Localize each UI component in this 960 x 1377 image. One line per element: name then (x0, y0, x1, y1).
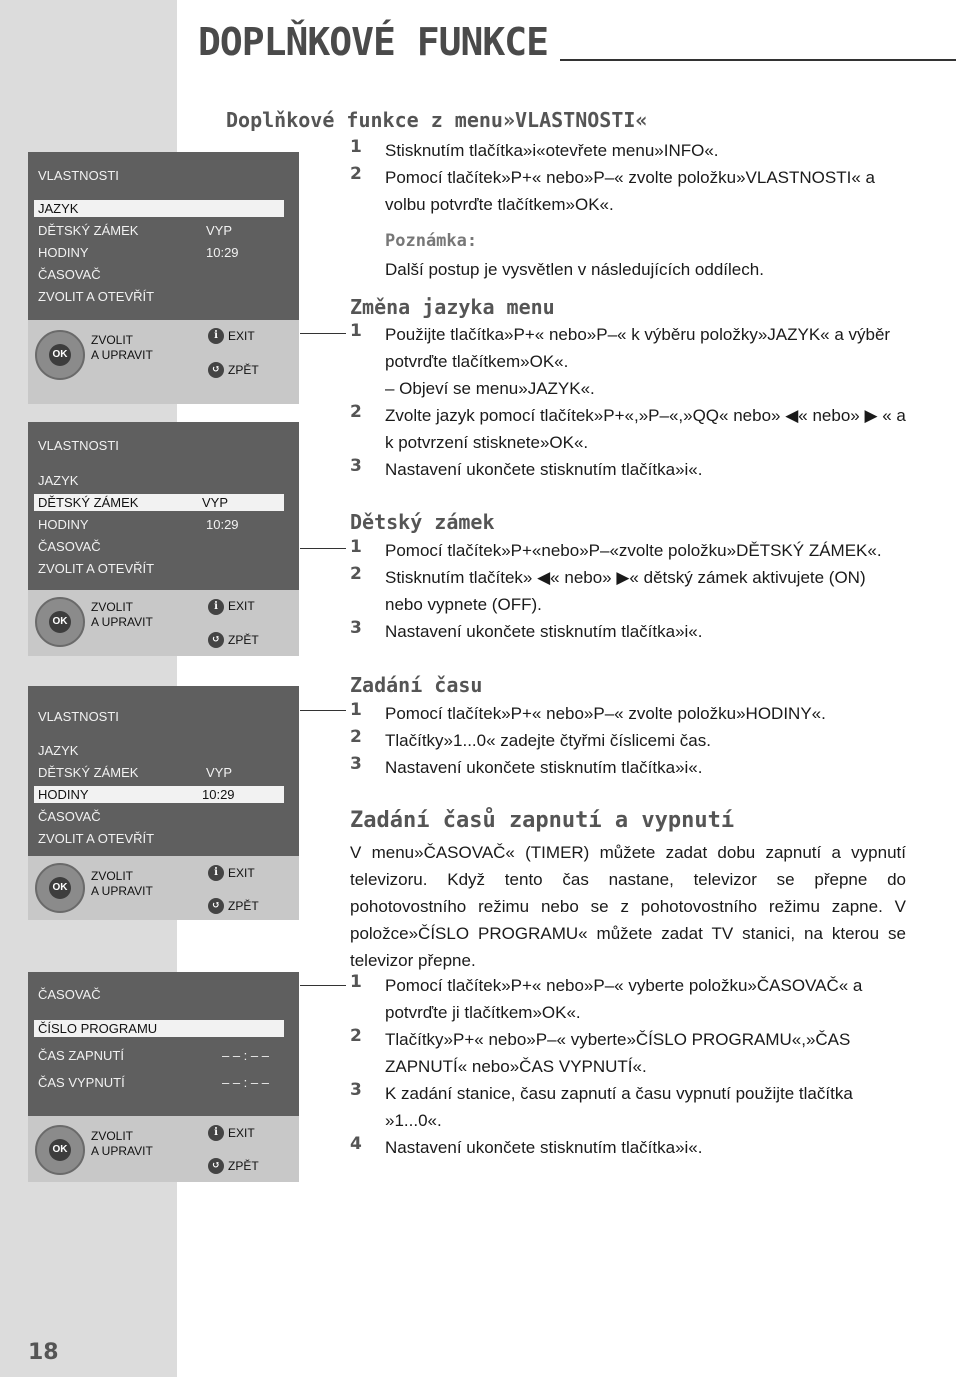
osd-menu-vlastnosti-2 (28, 422, 299, 656)
row-label: JAZYK (38, 743, 79, 758)
step: 1 Pomocí tlačítek»P+«nebo»P–«zvolte položku»DĚTSKÝ ZÁMEK«. (350, 537, 882, 560)
row-value: – – : – – (222, 1075, 269, 1090)
ok-icon: OK (49, 344, 71, 366)
navigation-pad-icon (35, 597, 85, 647)
navigation-pad-icon (35, 1125, 85, 1175)
select-hint: ZVOLIT A UPRAVIT (91, 600, 153, 629)
row-label: DĚTSKÝ ZÁMEK (38, 495, 139, 510)
row-label: ČASOVAČ (38, 267, 101, 282)
back-label: ZPĚT (228, 633, 259, 647)
menu-title: VLASTNOSTI (38, 709, 119, 724)
row-label: ZVOLIT A OTEVŘÍT (38, 561, 155, 576)
back-label: ZPĚT (228, 899, 259, 913)
menu-row-child-lock[interactable] (38, 764, 284, 781)
menu-row-clock[interactable] (34, 786, 284, 803)
step: 1 Pomocí tlačítek»P+« nebo»P–« zvolte položku»HODINY«. (350, 700, 826, 723)
back-icon: ↺ (208, 1158, 224, 1174)
ok-icon: OK (49, 1139, 71, 1161)
page-title: DOPLŇKOVÉ FUNKCE (198, 20, 549, 64)
page-number: 18 (28, 1340, 59, 1365)
remote-hints (28, 1116, 299, 1182)
exit-label: EXIT (228, 329, 255, 343)
step: 2 Pomocí tlačítek»P+« nebo»P–« zvolte položku»VLASTNOSTI« a volbu potvrďte tlačítkem»OK«. (350, 164, 875, 214)
info-icon: i (208, 328, 224, 344)
step: 4 Nastavení ukončete stisknutím tlačítka»i«. (350, 1134, 703, 1157)
section-heading-timer: Zadání časů zapnutí a vypnutí (350, 808, 735, 833)
menu-row-timer[interactable] (38, 538, 284, 555)
connector-line (300, 333, 346, 334)
connector-line (300, 985, 346, 986)
info-icon: i (208, 599, 224, 615)
navigation-pad-icon (35, 863, 85, 913)
step: 3 Nastavení ukončete stisknutím tlačítka»i«. (350, 754, 703, 777)
step: 1 Pomocí tlačítek»P+« nebo»P–« vyberte položku»ČASOVAČ« a potvrďte ji tlačítkem»OK«. (350, 972, 863, 1022)
menu-row-hint (38, 560, 284, 577)
menu-row-language[interactable] (38, 472, 284, 489)
remote-hints (28, 590, 299, 656)
remote-hints (28, 320, 299, 404)
osd-menu-casovac (28, 972, 299, 1182)
row-label: JAZYK (38, 201, 79, 216)
row-label: ČASOVAČ (38, 809, 101, 824)
menu-title: VLASTNOSTI (38, 438, 119, 453)
section-heading-properties: Doplňkové funkce z menu»VLASTNOSTI« (226, 108, 648, 132)
ok-icon: OK (49, 877, 71, 899)
menu-row-timer[interactable] (38, 808, 284, 825)
note-text: Další postup je vysvětlen v následujících oddílech. (385, 260, 764, 279)
row-label: ČAS ZAPNUTÍ (38, 1048, 124, 1063)
navigation-pad-icon (35, 330, 85, 380)
row-label: ZVOLIT A OTEVŘÍT (38, 831, 155, 846)
row-label: JAZYK (38, 473, 79, 488)
row-value: – – : – – (222, 1048, 269, 1063)
row-label: DĚTSKÝ ZÁMEK (38, 765, 139, 780)
timer-intro: V menu»ČASOVAČ« (TIMER) můžete zadat dobu zapnutí a vypnutí televizoru. Když tento čas nastane, televizor se přepne do pohotovostního režimu nebo se z pohotovostního režimu zapne. V položce»ČÍSLO PROGRAMU« můžete zadat TV stanici, na kterou se televizor přepne. (350, 843, 906, 970)
row-value: VYP (206, 223, 233, 238)
menu-row-language[interactable] (38, 742, 284, 759)
step: 3 Nastavení ukončete stisknutím tlačítka»i«. (350, 456, 703, 479)
back-label: ZPĚT (228, 363, 259, 377)
connector-line (300, 548, 346, 549)
back-label: ZPĚT (228, 1159, 259, 1173)
menu-row-hint (38, 288, 284, 305)
select-hint: ZVOLIT A UPRAVIT (91, 1129, 153, 1158)
exit-label: EXIT (228, 599, 255, 613)
back-icon: ↺ (208, 362, 224, 378)
select-hint: ZVOLIT A UPRAVIT (91, 333, 153, 362)
menu-title: ČASOVAČ (38, 987, 101, 1002)
step: 1 Stisknutím tlačítka»i«otevřete menu»INFO«. (350, 137, 719, 160)
step: 2 Zvolte jazyk pomocí tlačítek»P+«,»P–«,»QQ« nebo» ◀« nebo» ▶ « a k potvrzení stisknete»OK«. (350, 402, 906, 452)
remote-hints (28, 856, 299, 920)
menu-row-off-time[interactable] (38, 1074, 284, 1091)
menu-row-timer[interactable] (38, 266, 284, 283)
row-label: ČAS VYPNUTÍ (38, 1075, 125, 1090)
exit-label: EXIT (228, 866, 255, 880)
row-label: HODINY (38, 787, 89, 802)
ok-icon: OK (49, 611, 71, 633)
osd-menu-vlastnosti-3 (28, 686, 299, 920)
row-label: DĚTSKÝ ZÁMEK (38, 223, 139, 238)
section-heading-child-lock: Dětský zámek (350, 510, 495, 534)
row-value: VYP (206, 765, 233, 780)
osd-menu-vlastnosti-1 (28, 152, 299, 404)
step: 1 Použijte tlačítka»P+« nebo»P–« k výběru položky»JAZYK« a výběr potvrďte tlačítkem»OK«. – Objeví se menu»JAZYK«. (350, 321, 891, 398)
note-heading: Poznámka: (385, 231, 478, 251)
info-icon: i (208, 1125, 224, 1141)
row-value: 10:29 (202, 787, 235, 802)
step: 3 Nastavení ukončete stisknutím tlačítka»i«. (350, 618, 703, 641)
exit-label: EXIT (228, 1126, 255, 1140)
menu-row-child-lock[interactable] (34, 494, 284, 511)
row-label: ČÍSLO PROGRAMU (38, 1021, 158, 1036)
menu-title: VLASTNOSTI (38, 168, 119, 183)
row-value: VYP (202, 495, 229, 510)
menu-row-hint (38, 830, 284, 847)
back-icon: ↺ (208, 632, 224, 648)
step: 2 Tlačítky»1...0« zadejte čtyřmi číslicemi čas. (350, 727, 711, 750)
row-label: HODINY (38, 245, 89, 260)
section-heading-time: Zadání času (350, 673, 483, 697)
menu-row-on-time[interactable] (38, 1047, 284, 1064)
info-icon: i (208, 865, 224, 881)
section-heading-language: Změna jazyka menu (350, 295, 555, 319)
menu-row-program-number[interactable] (34, 1020, 284, 1037)
row-value: 10:29 (206, 245, 239, 260)
row-label: ČASOVAČ (38, 539, 101, 554)
menu-row-clock[interactable] (38, 516, 284, 533)
row-value: 10:29 (206, 517, 239, 532)
select-hint: ZVOLIT A UPRAVIT (91, 869, 153, 898)
back-icon: ↺ (208, 898, 224, 914)
connector-line (300, 710, 346, 711)
menu-row-language[interactable] (34, 200, 284, 217)
row-label: ZVOLIT A OTEVŘÍT (38, 289, 155, 304)
step: 2 Tlačítky»P+« nebo»P–« vyberte»ČÍSLO PROGRAMU«,»ČAS ZAPNUTÍ« nebo»ČAS VYPNUTÍ«. (350, 1026, 851, 1076)
menu-row-child-lock[interactable] (38, 222, 284, 239)
row-label: HODINY (38, 517, 89, 532)
menu-row-clock[interactable] (38, 244, 284, 261)
title-rule (560, 59, 956, 61)
step: 2 Stisknutím tlačítek» ◀« nebo» ▶« dětský zámek aktivujete (ON) nebo vypnete (OFF). (350, 564, 866, 614)
step: 3 K zadání stanice, času zapnutí a času vypnutí použijte tlačítka »1...0«. (350, 1080, 853, 1130)
